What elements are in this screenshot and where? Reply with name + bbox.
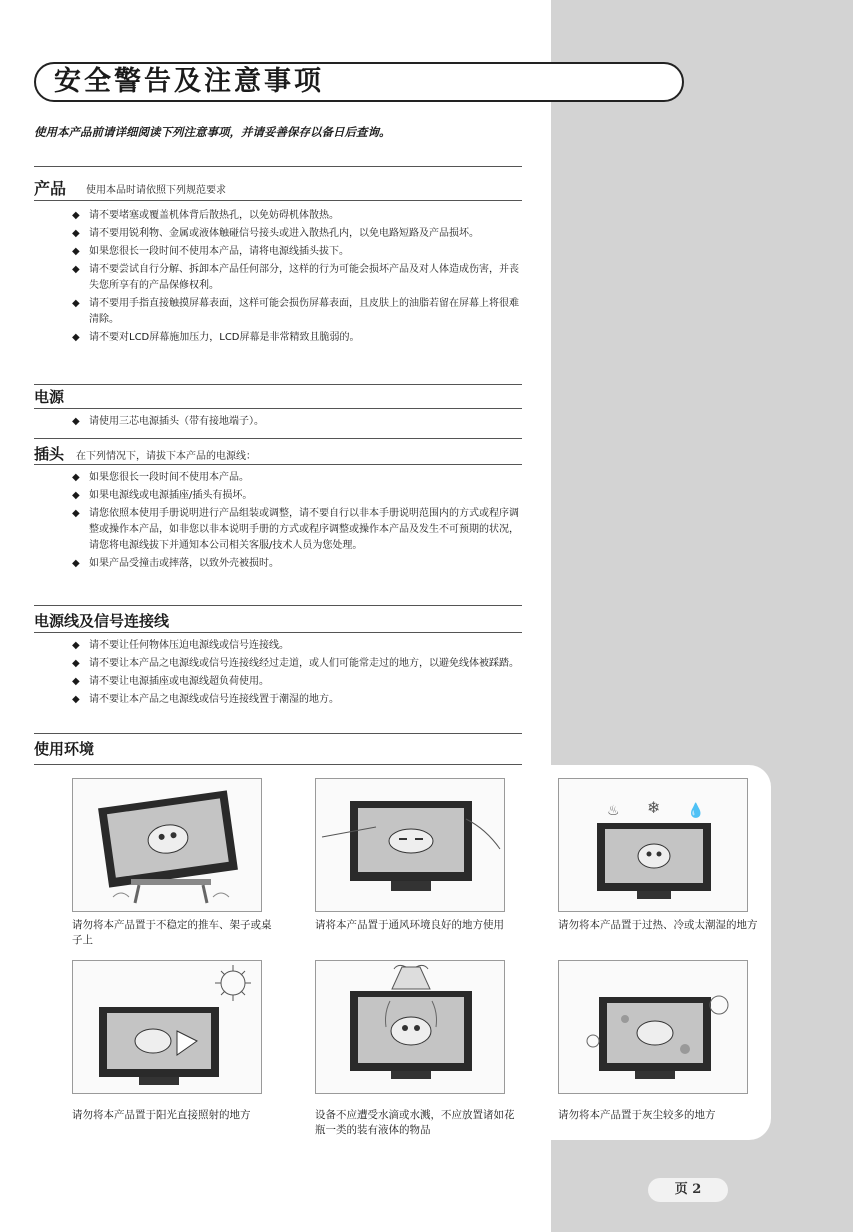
list-item: ◆ 请不要尝试自行分解、拆卸本产品任何部分，这样的行为可能会损坏产品及对人体造成伤害，并丧失您所享有的产品保修权利。: [72, 262, 520, 294]
section-title-power: 电源: [34, 388, 65, 406]
page-number: 页 2: [648, 1178, 728, 1202]
list-item: ◆ 如果电源线或电源插座/插头有损坏。: [72, 488, 520, 504]
list-item: ◆ 请使用三芯电源插头（带有接地端子）。: [72, 414, 520, 430]
section-title-environment: 使用环境: [34, 740, 95, 758]
snowflake-icon: ❄: [647, 798, 661, 817]
divider: [34, 733, 522, 734]
list-item: ◆ 请不要堵塞或覆盖机体背后散热孔，以免妨碍机体散热。: [72, 208, 520, 224]
droplet-icon: 💧: [687, 803, 705, 819]
illustration-sunlight: [72, 960, 262, 1094]
illustration-ventilation: [315, 778, 505, 912]
dust-icon: [587, 1035, 599, 1047]
section-note-product: 使用本品时请依照下列规范要求: [86, 185, 226, 196]
list-item: ◆ 请不要让电源插座或电源线超负荷使用。: [72, 674, 520, 690]
illustration-unstable-cart: [72, 778, 262, 912]
caption: 请勿将本产品置于灰尘较多的地方: [558, 1109, 716, 1121]
section-note-plug: 在下列情况下，请拔下本产品的电源线：: [76, 451, 256, 462]
list-item: ◆ 请不要让本产品之电源线或信号连接线经过走道，或人们可能常走过的地方，以避免线体被踩踏。: [72, 656, 520, 672]
plug-list: [72, 470, 520, 574]
caption: 请勿将本产品置于不稳定的推车、架子或桌子上: [72, 919, 272, 946]
power-list: [72, 414, 520, 432]
cart-icon: [131, 879, 211, 885]
illustration-heat-cold-humid: [558, 778, 748, 912]
divider: [34, 200, 522, 201]
divider: [34, 632, 522, 633]
flame-icon: ♨: [607, 803, 620, 819]
cable-list: [72, 638, 520, 710]
section-title-cable: 电源线及信号连接线: [34, 612, 170, 630]
divider: [34, 384, 522, 385]
vase-icon: [392, 967, 430, 989]
illustration-liquid: [315, 960, 505, 1094]
illustration-dust: [558, 960, 748, 1094]
intro-text: 使用本产品前请详细阅读下列注意事项，并请妥善保存以备日后查询。: [34, 125, 391, 139]
divider: [34, 166, 522, 167]
list-item: ◆ 请不要让任何物体压迫电源线或信号连接线。: [72, 638, 520, 654]
list-item: ◆ 如果您很长一段时间不使用本产品，请将电源线插头拔下。: [72, 244, 520, 260]
list-item: ◆ 请您依照本使用手册说明进行产品组装或调整，请不要自行以非本手册说明范围内的方式或程序调整或操作本产品，如非您以非本说明手册的方式或程序调整或操作本产品及发生不可预期的状况，请您将电源线拔下并通知本公司相关客服/技术人员为您处理。: [72, 506, 520, 554]
list-item: ◆ 如果产品受撞击或摔落，以致外壳被损时。: [72, 556, 520, 572]
page-title: 安全警告及注意事项: [34, 62, 684, 102]
list-item: ◆ 请不要用手指直接触摸屏幕表面，这样可能会损伤屏幕表面，且皮肤上的油脂若留在屏幕上将很难清除。: [72, 296, 520, 328]
list-item: ◆ 请不要对LCD屏幕施加压力，LCD屏幕是非常精致且脆弱的。: [72, 330, 520, 346]
divider: [34, 464, 522, 465]
product-list: [72, 208, 520, 348]
divider: [34, 408, 522, 409]
caption: 设备不应遭受水滴或水溅，不应放置诸如花瓶一类的装有液体的物品: [315, 1109, 515, 1136]
caption: 请将本产品置于通风环境良好的地方使用: [315, 919, 504, 931]
divider: [34, 605, 522, 606]
list-item: ◆ 请不要让本产品之电源线或信号连接线置于潮湿的地方。: [72, 692, 520, 708]
section-title-plug: 插头: [34, 445, 65, 463]
section-title-product: 产品: [34, 179, 67, 198]
caption: 请勿将本产品置于阳光直接照射的地方: [72, 1109, 251, 1121]
list-item: ◆ 如果您很长一段时间不使用本产品。: [72, 470, 520, 486]
divider: [34, 764, 522, 765]
caption: 请勿将本产品置于过热、冷或太潮湿的地方: [558, 919, 758, 931]
list-item: ◆ 请不要用锐利物、金属或液体触碰信号接头或进入散热孔内，以免电路短路及产品损坏。: [72, 226, 520, 242]
divider: [34, 438, 522, 439]
